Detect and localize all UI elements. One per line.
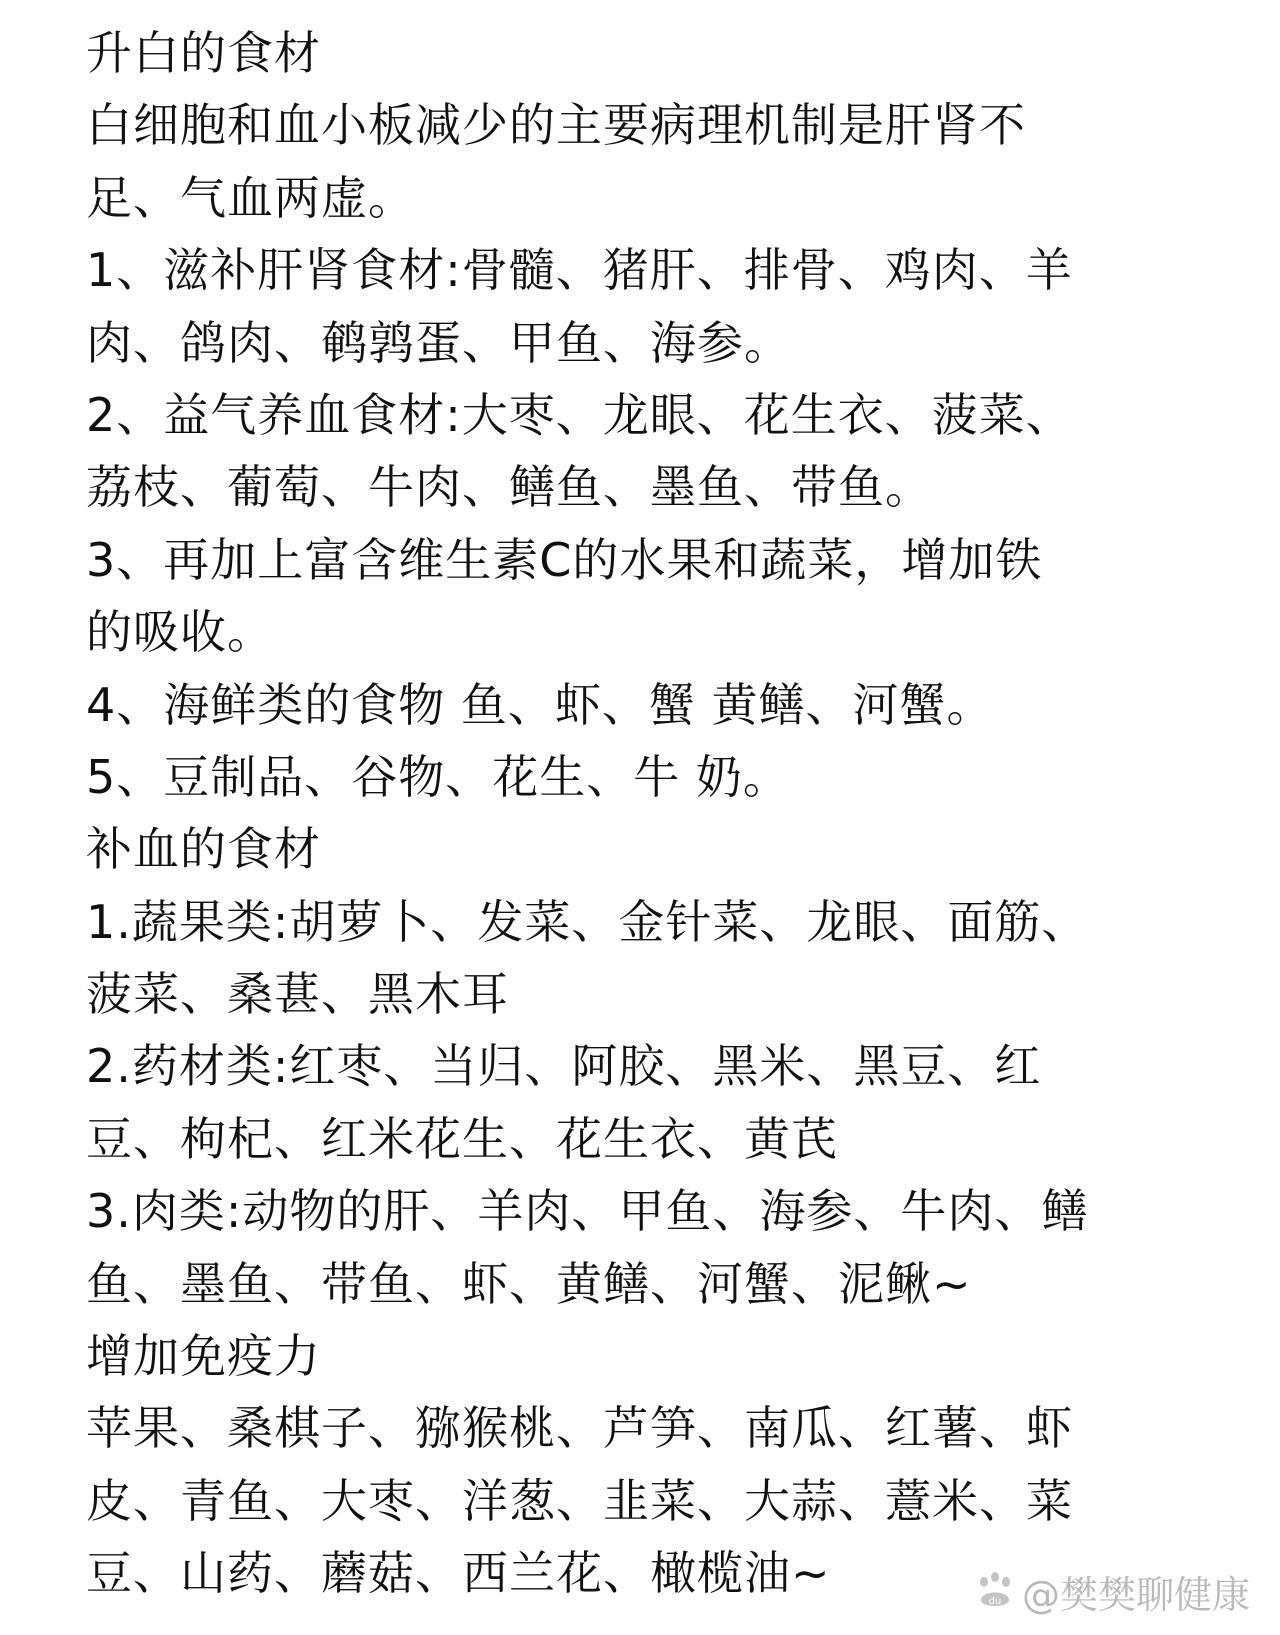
section-title-shengbai: 升白的食材 [86, 26, 321, 80]
text-line: 苹果、桑棋子、猕猴桃、芦笋、南瓜、红薯、虾 [86, 1401, 1073, 1456]
text-line: 豆、山药、蘑菇、西兰花、橄榄油~ [86, 1546, 831, 1601]
text-line: 的吸收。 [86, 605, 274, 660]
text-line: 足、气血两虚。 [86, 170, 415, 225]
list-item-meat: 3.肉类:动物的肝、羊肉、甲鱼、海参、牛肉、鳝 [86, 1184, 1089, 1239]
text-line: 菠菜、桑葚、黑木耳 [86, 967, 509, 1022]
document-body [86, 17, 1246, 1610]
text-line: 荔枝、葡萄、牛肉、鳝鱼、墨鱼、带鱼。 [86, 460, 932, 515]
section-title-immunity: 增加免疫力 [86, 1329, 321, 1384]
list-item-vegetables: 1.蔬果类:胡萝卜、发菜、金针菜、龙眼、面筋、 [86, 894, 1089, 949]
svg-text:du: du [988, 1596, 1002, 1607]
text-line: 肉、鸽肉、鹌鹑蛋、甲鱼、海参。 [86, 315, 791, 370]
list-item-3: 3、再加上富含维生素C的水果和蔬菜，增加铁 [86, 532, 1043, 587]
list-item-4: 4、海鲜类的食物 鱼、虾、蟹 黄鳝、河蟹。 [86, 677, 994, 732]
text-line: 豆、枸杞、红米花生、花生衣、黄芪 [86, 1111, 838, 1166]
list-item-2: 2、益气养血食材:大枣、龙眼、花生衣、菠菜、 [86, 387, 1073, 442]
list-item-herbs: 2.药材类:红枣、当归、阿胶、黑米、黑豆、红 [86, 1039, 1042, 1094]
watermark-text: @樊樊聊健康 [1021, 1572, 1250, 1617]
text-line: 白细胞和血小板减少的主要病理机制是肝肾不 [86, 98, 1026, 153]
du-paw-logo-icon [974, 1570, 1016, 1612]
text-line: 鱼、墨鱼、带鱼、虾、黄鳝、河蟹、泥鳅~ [86, 1256, 972, 1311]
section-title-buxue: 补血的食材 [86, 822, 321, 877]
text-line: 皮、青鱼、大枣、洋葱、韭菜、大蒜、薏米、菜 [86, 1473, 1073, 1528]
list-item-1: 1、滋补肝肾食材:骨髓、猪肝、排骨、鸡肉、羊 [86, 243, 1073, 298]
watermark [974, 1563, 1250, 1619]
list-item-5: 5、豆制品、谷物、花生、牛 奶。 [86, 749, 790, 804]
